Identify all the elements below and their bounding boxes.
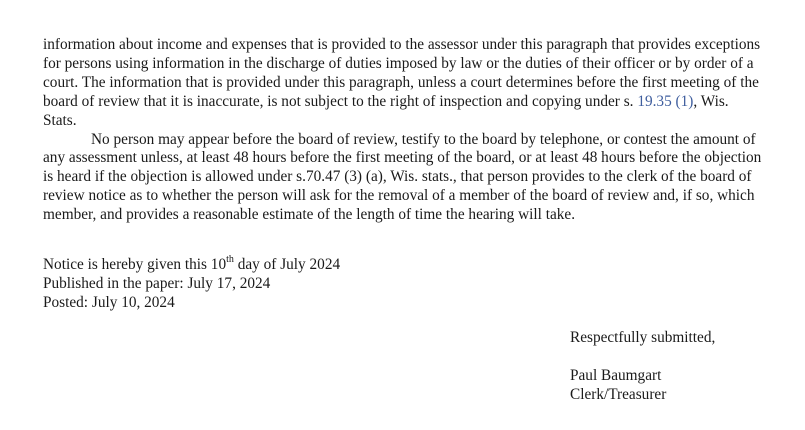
paragraph-confidentiality (43, 36, 765, 131)
posted-date-line: Posted: July 10, 2024 (43, 293, 175, 311)
notice-given-line (43, 253, 463, 275)
paragraph-confidentiality-tail: , Wis. Stats. (43, 92, 729, 129)
published-date-line: Published in the paper: July 17, 2024 (43, 274, 271, 292)
notice-block (43, 253, 463, 313)
signer-name: Paul Baumgart (570, 366, 662, 384)
statute-link-19-35[interactable]: 19.35 (1) (637, 92, 694, 110)
notice-given-prefix: Notice is hereby given this 10 (43, 256, 227, 273)
notice-given-rest: day of July 2024 (233, 256, 341, 273)
signature-spacer (570, 348, 790, 367)
paragraph-confidentiality-text: information about income and expenses that is provided to the assessor under this paragraph that provides exceptions for persons using information in the discharge of duties imposed by law or the duties of their officer or by order of a court. The information that is provided under this paragraph, unless a court determines before the first meeting of the board of review that it is inaccurate, is not subject to the right of inspection and copying under s. (43, 36, 761, 110)
signer-title: Clerk/Treasurer (570, 385, 667, 403)
paragraph-appearance-requirements: No person may appear before the board of review, testify to the board by telephone, or contest the amount of any assessment unless, at least 48 hours before the first meeting of the board, or at least 48 hours before the objection is heard if the objection is allowed under s.70.47 (3) (a), Wis. stats., that person provides to the clerk of the board of review notice as to whether the person will ask for the removal of a member of the board of review and, if so, which member, and provides a reasonable estimate of the length of time the hearing will take. (43, 130, 762, 224)
closing-line: Respectfully submitted, (570, 329, 716, 346)
notice-given-ordinal: th (226, 253, 234, 265)
signature-block (570, 329, 790, 405)
document-body (43, 36, 765, 225)
